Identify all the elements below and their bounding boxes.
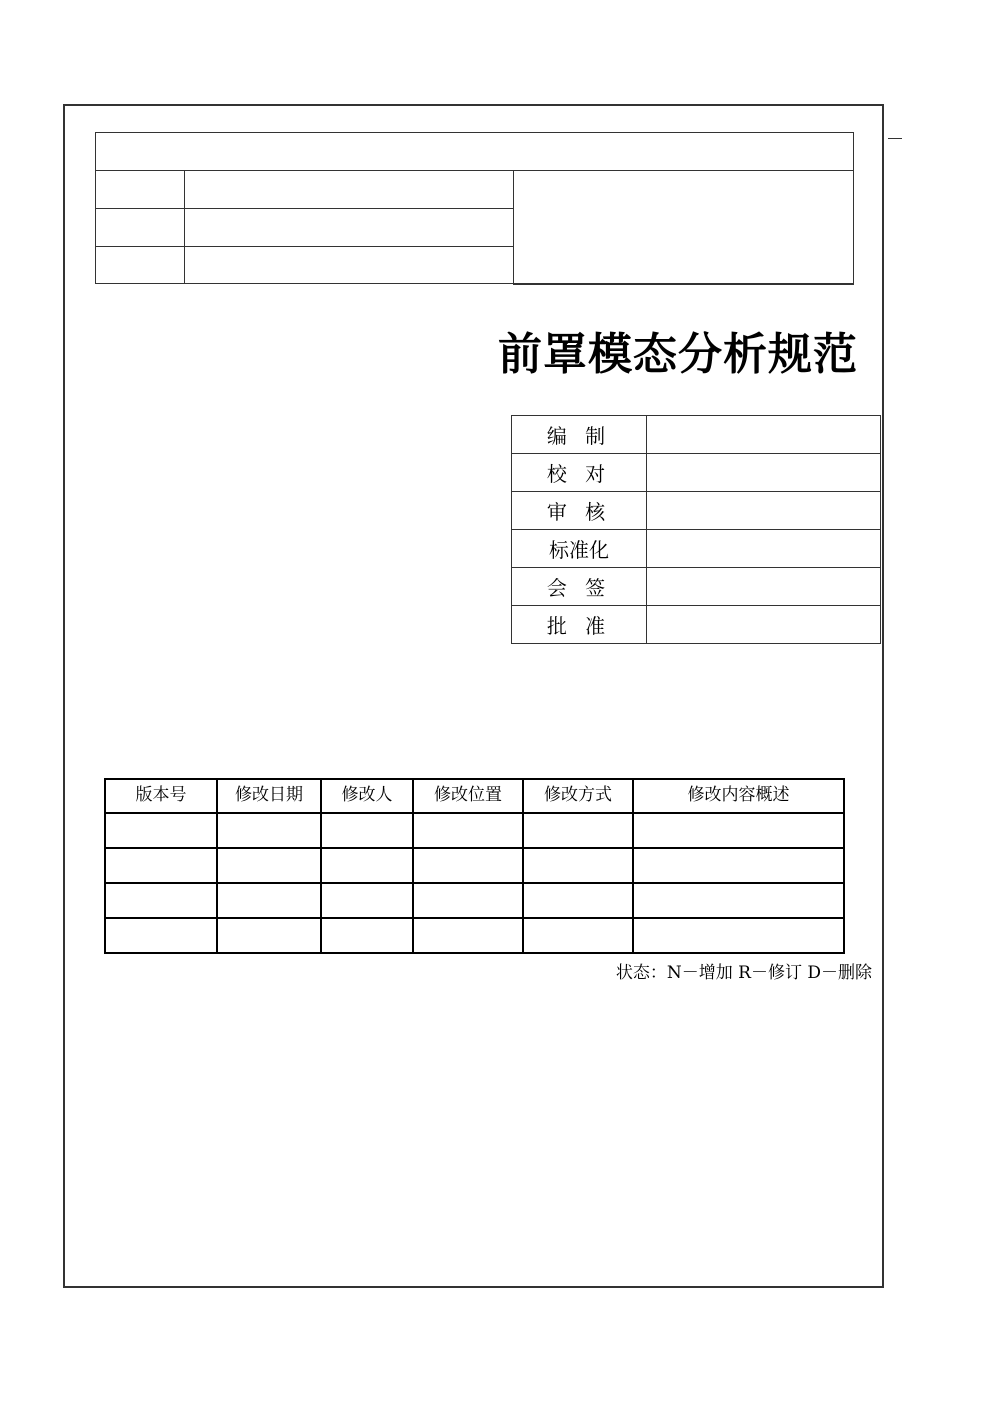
signoff-label: 编 制 [512,416,647,454]
table-row [105,813,844,848]
signoff-value [647,454,881,492]
table-cell [105,848,217,883]
signoff-table [511,415,881,644]
signoff-label: 批 准 [512,606,647,644]
signoff-row [512,454,881,492]
signoff-label: 标准化 [512,530,647,568]
table-cell [633,848,844,883]
signoff-value [647,416,881,454]
table-cell [413,813,523,848]
table-cell [217,813,321,848]
table-cell [105,813,217,848]
status-legend: 状态：N－增加 R－修订 D－删除 [615,963,872,983]
table-cell [105,883,217,918]
table-cell [523,883,633,918]
table-cell [321,813,413,848]
signoff-label: 校 对 [512,454,647,492]
table-cell [633,883,844,918]
signoff-row [512,568,881,606]
header-summary: 修改内容概述 [633,779,844,813]
table-cell [413,918,523,953]
table-cell [105,918,217,953]
header-modifier: 修改人 [321,779,413,813]
signoff-value [647,492,881,530]
table-cell [523,813,633,848]
table-cell [523,918,633,953]
table-cell [633,813,844,848]
signoff-value [647,606,881,644]
revision-header-row [105,779,844,813]
document-title: 前罩模态分析规范 [498,329,858,380]
signoff-row [512,530,881,568]
header-date: 修改日期 [217,779,321,813]
signoff-row [512,606,881,644]
signoff-row [512,416,881,454]
table-cell [321,918,413,953]
table-row [105,883,844,918]
table-cell [633,918,844,953]
table-row [105,918,844,953]
table-cell [321,848,413,883]
table-cell [413,883,523,918]
table-cell [217,883,321,918]
signoff-row [512,492,881,530]
table-cell [217,848,321,883]
table-cell [217,918,321,953]
table-cell [413,848,523,883]
signoff-value [647,568,881,606]
signoff-label: 会 签 [512,568,647,606]
revision-table [104,778,845,954]
table-cell [321,883,413,918]
header-version: 版本号 [105,779,217,813]
table-cell [523,848,633,883]
table-row [105,848,844,883]
header-location: 修改位置 [413,779,523,813]
signoff-value [647,530,881,568]
signoff-label: 审 核 [512,492,647,530]
header-method: 修改方式 [523,779,633,813]
margin-tick-mark [888,138,902,139]
